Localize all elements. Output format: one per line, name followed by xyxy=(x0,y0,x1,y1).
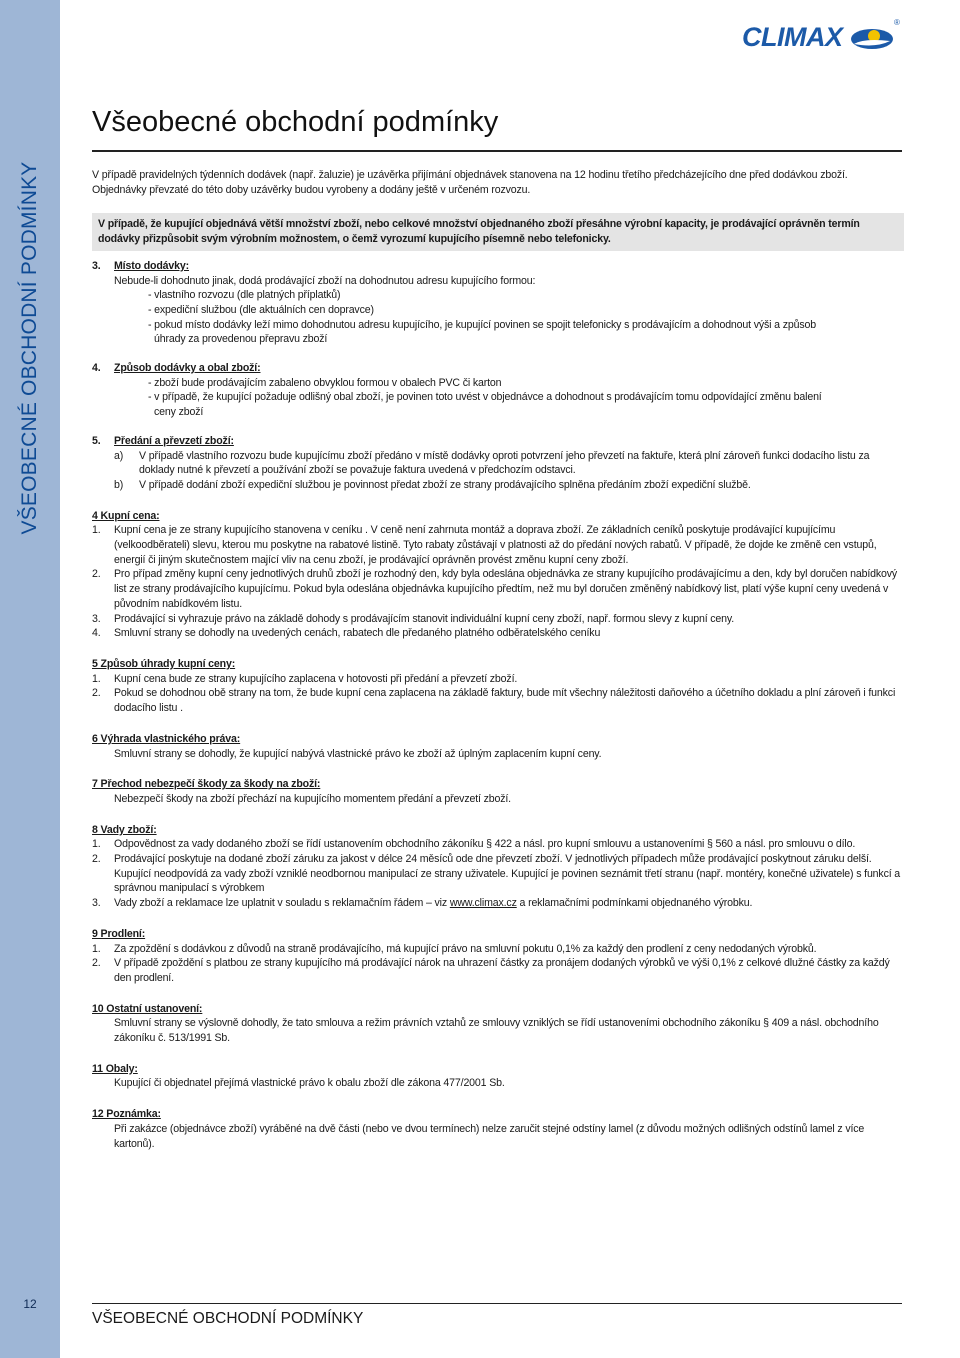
section-heading: 12 Poznámka: xyxy=(92,1108,161,1121)
section-heading: 5 Způsob úhrady kupní ceny: xyxy=(92,657,236,670)
section-heading: 6 Výhrada vlastnického práva: xyxy=(92,732,241,745)
section-obaly xyxy=(92,1062,904,1091)
footer-divider xyxy=(92,1303,902,1304)
section-heading: Místo dodávky: xyxy=(114,259,190,272)
list-item: - pokud místo dodávky leží mimo dohodnutou adresu kupujícího, je kupující povinen se spojit telefonicky s prodávajícím a dohodnout výši a způsob xyxy=(148,318,816,331)
section-heading: 10 Ostatní ustanovení: xyxy=(92,1002,203,1015)
page-number: 12 xyxy=(23,1297,37,1311)
section-3 xyxy=(92,259,904,347)
list-item: a) V případě vlastního rozvozu bude kupujícímu zboží předáno v místě dodávky oproti potvrzení jeho převzetí na faktuře, která plní zároveň funkci dodacího listu za doklady nutné k převzetí a používání zboží se považuje faktura uvedená v předchozím odstavci. xyxy=(114,449,870,477)
logo-text: CLIMAX xyxy=(742,22,843,52)
section-text: Kupující či objednatel přejímá vlastnické právo k obalu zboží dle zákona 477/2001 Sb. xyxy=(114,1077,505,1090)
section-text: Smluvní strany se výslovně dohodly, že tato smlouva a režim právních vztahů ze smlouvy vzniklých se řídí ustanoveními obchodního zákoníku § 409 a násl. obchodního zákoníku č. 513/1991 Sb. xyxy=(114,1017,879,1045)
list-item: 1. Za zpoždění s dodávkou z důvodů na straně prodávajícího, má kupující právo na smluvní pokutu 0,1% za každý den prodlení z ceny nedodaných výrobků. xyxy=(92,942,817,955)
section-heading: 8 Vady zboží: xyxy=(92,823,157,836)
section-heading: 7 Přechod nebezpečí škody za škody na zboží: xyxy=(92,778,321,791)
section-heading: Způsob dodávky a obal zboží: xyxy=(114,362,261,375)
intro-paragraph: V případě pravidelných týdenních dodávek (např. žaluzie) je uzávěrka přijímání objednávek stanovena na 12 hodinu třetího předcházejícího dne před dodávkou zboží. Objednávky převzaté do této doby uzávěrky budou vyrobeny a dodány ještě v určeném rozvozu. xyxy=(92,169,848,196)
section-heading: 11 Obaly: xyxy=(92,1062,138,1075)
list-item: 1. Kupní cena bude ze strany kupujícího zaplacena v hotovosti při předání a převzetí zboží. xyxy=(92,672,518,685)
logo-registered: ® xyxy=(894,18,900,27)
section-heading: 4 Kupní cena: xyxy=(92,509,160,522)
page-title: Všeobecné obchodní podmínky xyxy=(92,106,499,138)
logo-sun-icon xyxy=(850,28,894,50)
sidebar xyxy=(0,0,60,1358)
section-vyhrada xyxy=(92,732,904,761)
section-prechod-nebezpeci xyxy=(92,777,904,806)
section-text: Nebezpečí škody na zboží přechází na kupujícího momentem předání a převzetí zboží. xyxy=(114,792,511,805)
section-5 xyxy=(92,434,904,493)
section-zpusob-uhrady xyxy=(92,657,904,716)
section-prodleni xyxy=(92,927,904,986)
list-item: - v případě, že kupující požaduje odlišný obal zboží, je povinen toto uvést v objednávce a dohodnout s prodávajícím tomu odpovídající změnu balení xyxy=(148,391,822,404)
list-item: 1. Kupní cena je ze strany kupujícího stanovena v ceníku . V ceně není zahrnuta montáž a doprava zboží. Ze základních ceníků poskytuje prodávající kupujícímu (velkoodběrateli) slevu, kterou mu poskytne na rabatové listině. Tyto rabaty zůstávají v platnosti až do předání nových rabatů. V případě, že dojde ke změně cen vstupů, energií či jiným skutečnostem mající vliv na cenu zboží, je prodávající oprávněn provést změnu kupní ceny zboží. xyxy=(92,524,877,566)
document-body xyxy=(92,168,904,1151)
list-item: 2. Prodávající poskytuje na dodané zboží záruku za jakost v délce 24 měsíců ode dne převzetí zboží. V jednotlivých případech může prodávající poskytnout záruku delší. Kupující neodpovídá za vady zboží vzniklé neodbornou manipulací ze strany uživatele. Kupující je povinen seznámit třetí stranu (např. montéry, konečné uživatele) s funkcí a správnou manipulací s výrobkem xyxy=(92,853,901,895)
climax-logo xyxy=(742,18,906,56)
section-number: 5. xyxy=(92,434,101,447)
section-vady xyxy=(92,823,904,911)
list-item: 3. Prodávající si vyhrazuje právo na základě dohody s prodávajícím stanovit individuální kupní ceny zboží, např. formou slevy z kupní ceny. xyxy=(92,612,735,625)
section-number: 4. xyxy=(92,362,101,375)
list-item: b) V případě dodání zboží expediční službou je povinnost předat zboží ze strany prodávajícího splněna předáním zboží expediční službě. xyxy=(114,478,751,491)
section-number: 3. xyxy=(92,259,101,272)
list-item: - zboží bude prodávajícím zabaleno obvyklou formou v obalech PVC či karton xyxy=(148,376,502,389)
highlight-box: V případě, že kupující objednává větší množství zboží, nebo celkové množství objednaného zboží přesáhne výrobní kapacity, je prodávající oprávněn termín dodávky přizpůsobit svým výrobním možnostem, o čemž vyrozumí kupujícího písemně nebo telefonicky. xyxy=(92,213,904,250)
title-divider xyxy=(92,150,902,152)
list-item: 2. Pokud se dohodnou obě strany na tom, že bude kupní cena zaplacena na základě faktury, bude mít všechny náležitosti daňového a účetního dokladu a plní zároveň i funkci dodacího listu . xyxy=(92,687,896,715)
footer-title: VŠEOBECNÉ OBCHODNÍ PODMÍNKY xyxy=(92,1310,364,1327)
list-item: 2. V případě zpoždění s platbou ze strany kupujícího má prodávající nárok na uhrazení částky za pronájem dodaných výrobků ve výši 0,1% z celkové dlužné částky za každý den prodlení. xyxy=(92,957,890,984)
section-text: Při zakázce (objednávce zboží) vyráběné na dvě části (nebo ve dvou termínech) nelze zaručit stejné odstíny lamel (z důvodu možných odlišných odstínů lamel z více kartonů). xyxy=(114,1122,865,1150)
list-item: 1. Odpovědnost za vady dodaného zboží se řídí ustanovením obchodního zákoníku § 422 a násl. pro kupní smlouvu a ustanoveními § 560 a násl. pro smlouvu o dílo. xyxy=(92,838,856,851)
list-item: úhrady za provedenou přepravu zboží xyxy=(154,333,328,346)
list-item: - vlastního rozvozu (dle platných příplatků) xyxy=(148,289,341,302)
section-lead: Nebude-li dohodnuto jinak, dodá prodávající zboží na dohodnutou adresu kupujícího formou: xyxy=(114,274,536,287)
section-4 xyxy=(92,361,904,420)
list-item: 2. Pro případ změny kupní ceny jednotlivých druhů zboží je rozhodný den, kdy byla odeslána objednávka ze strany kupujícího prodávajícímu a den, kdy byl doručen nabídkový list ze strany prodávajícího kupujícímu. Pokud byla odeslána objednávka kupujícího předtím, než mu byl doručen změněný nabídkový list, platí výše kupní ceny uvedená v původním nabídkovém listu. xyxy=(92,568,898,610)
climax-website-link[interactable]: www.climax.cz xyxy=(449,897,517,910)
section-heading: Předání a převzetí zboží: xyxy=(114,434,234,447)
list-item: 4. Smluvní strany se dohodly na uvedených cenách, rabatech dle předaného platného odběratelského ceníku xyxy=(92,627,601,640)
list-item: 3. Vady zboží a reklamace lze uplatnit v souladu s reklamačním řádem – viz www.climax.cz a reklamačními podmínkami objednaného výrobku. xyxy=(92,897,753,910)
sidebar-vertical-title: VŠEOBECNÉ OBCHODNÍ PODMÍNKY xyxy=(18,161,41,535)
section-text: Smluvní strany se dohodly, že kupující nabývá vlastnické právo ke zboží až úplným zaplacením kupní ceny. xyxy=(114,747,602,760)
section-kupni-cena xyxy=(92,509,904,641)
section-poznamka xyxy=(92,1107,904,1151)
section-heading: 9 Prodlení: xyxy=(92,927,146,940)
list-item: - expediční službou (dle aktuálních cen dopravce) xyxy=(148,303,374,316)
section-ostatni xyxy=(92,1002,904,1046)
list-item: ceny zboží xyxy=(154,406,204,419)
